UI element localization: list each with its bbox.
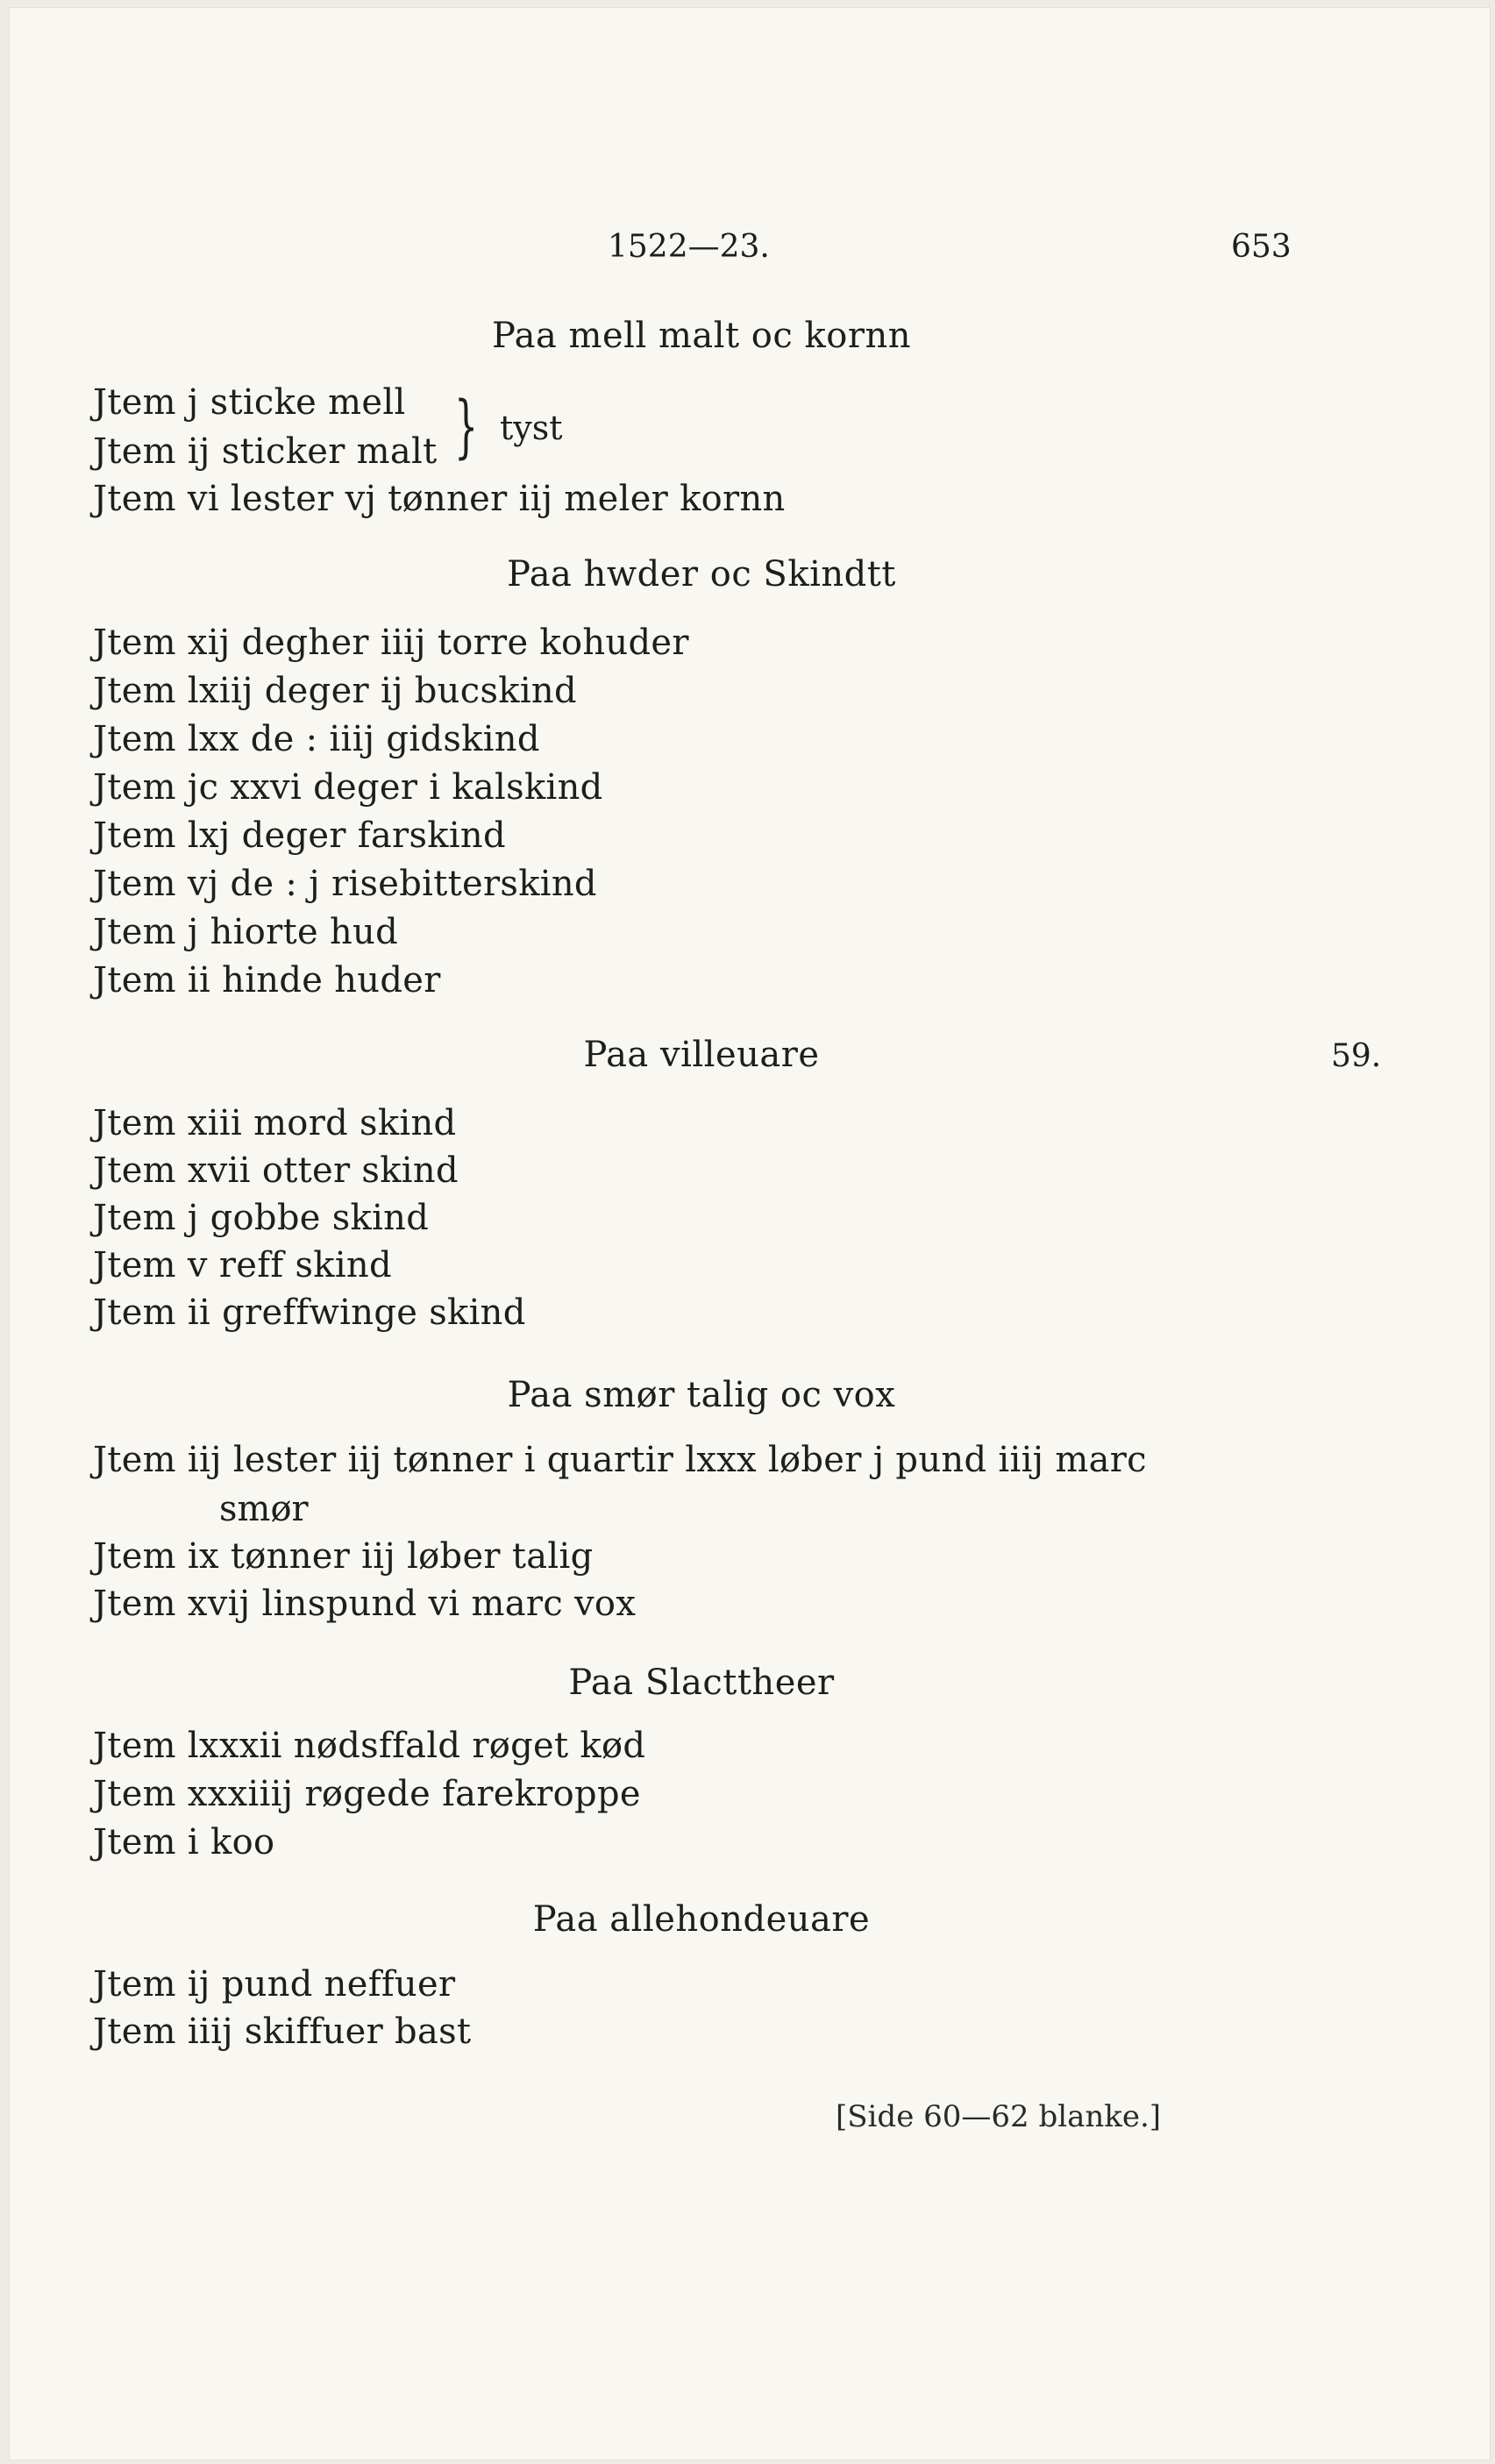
entry-line: Jtem ii hinde huder <box>93 960 441 1001</box>
entry-line: Jtem vi lester vj tønner iij meler kornn <box>93 479 786 519</box>
section-title: Paa smør talig oc vox <box>507 1375 896 1415</box>
entry-line: Jtem j hiorte hud <box>93 912 398 952</box>
entry-line: Jtem ii greffwinge skind <box>93 1293 526 1333</box>
entry-line: Jtem v reff skind <box>93 1245 392 1285</box>
section-title: Paa Slacttheer <box>568 1663 835 1703</box>
entry-line: Jtem xvii otter skind <box>93 1150 459 1191</box>
entry-line: Jtem jc xxvi deger i kalskind <box>93 767 603 808</box>
entry-line: Jtem xxxiiij røgede farekroppe <box>93 1774 641 1814</box>
entry-line: Jtem ix tønner iij løber talig <box>93 1536 594 1577</box>
running-head-year: 1522—23. <box>608 229 770 265</box>
entry-line: Jtem j sticke mell <box>93 382 406 423</box>
section-title: Paa villeuare <box>583 1035 820 1075</box>
entry-line: Jtem ij sticker malt <box>93 431 438 472</box>
entry-line: Jtem lxiij deger ij bucskind <box>93 671 577 711</box>
entry-line: Jtem lxx de : iiij gidskind <box>93 719 540 759</box>
bracket-note: tyst <box>500 409 563 447</box>
margin-number: 59. <box>1331 1038 1382 1074</box>
entry-line: Jtem ij pund neffuer <box>93 1964 456 2005</box>
entry-line: Jtem vj de : j risebitterskind <box>93 864 597 904</box>
brace-mark: } <box>454 388 479 466</box>
entry-line: Jtem iij lester iij tønner i quartir lxxx løber j pund iiij marc <box>93 1440 1147 1480</box>
entry-line-continuation: smør <box>219 1489 309 1529</box>
entry-line: Jtem xvij linspund vi marc vox <box>93 1584 637 1624</box>
section-title: Paa allehondeuare <box>532 1899 871 1940</box>
entry-line: Jtem lxj deger farskind <box>93 815 506 856</box>
entry-line: Jtem iiij skiffuer bast <box>93 2012 472 2052</box>
entry-line: Jtem xiii mord skind <box>93 1103 457 1143</box>
entry-line: Jtem j gobbe skind <box>93 1198 430 1238</box>
entry-line: Jtem lxxxii nødsffald røget kød <box>93 1726 646 1766</box>
footnote: [Side 60—62 blanke.] <box>836 2099 1162 2134</box>
entry-line: Jtem i koo <box>93 1822 275 1862</box>
document-page <box>9 7 1491 2460</box>
page-number: 653 <box>1231 229 1292 265</box>
section-title: Paa mell malt oc kornn <box>492 316 911 356</box>
entry-line: Jtem xij degher iiij torre kohuder <box>93 623 689 663</box>
section-title: Paa hwder oc Skindtt <box>507 554 896 595</box>
